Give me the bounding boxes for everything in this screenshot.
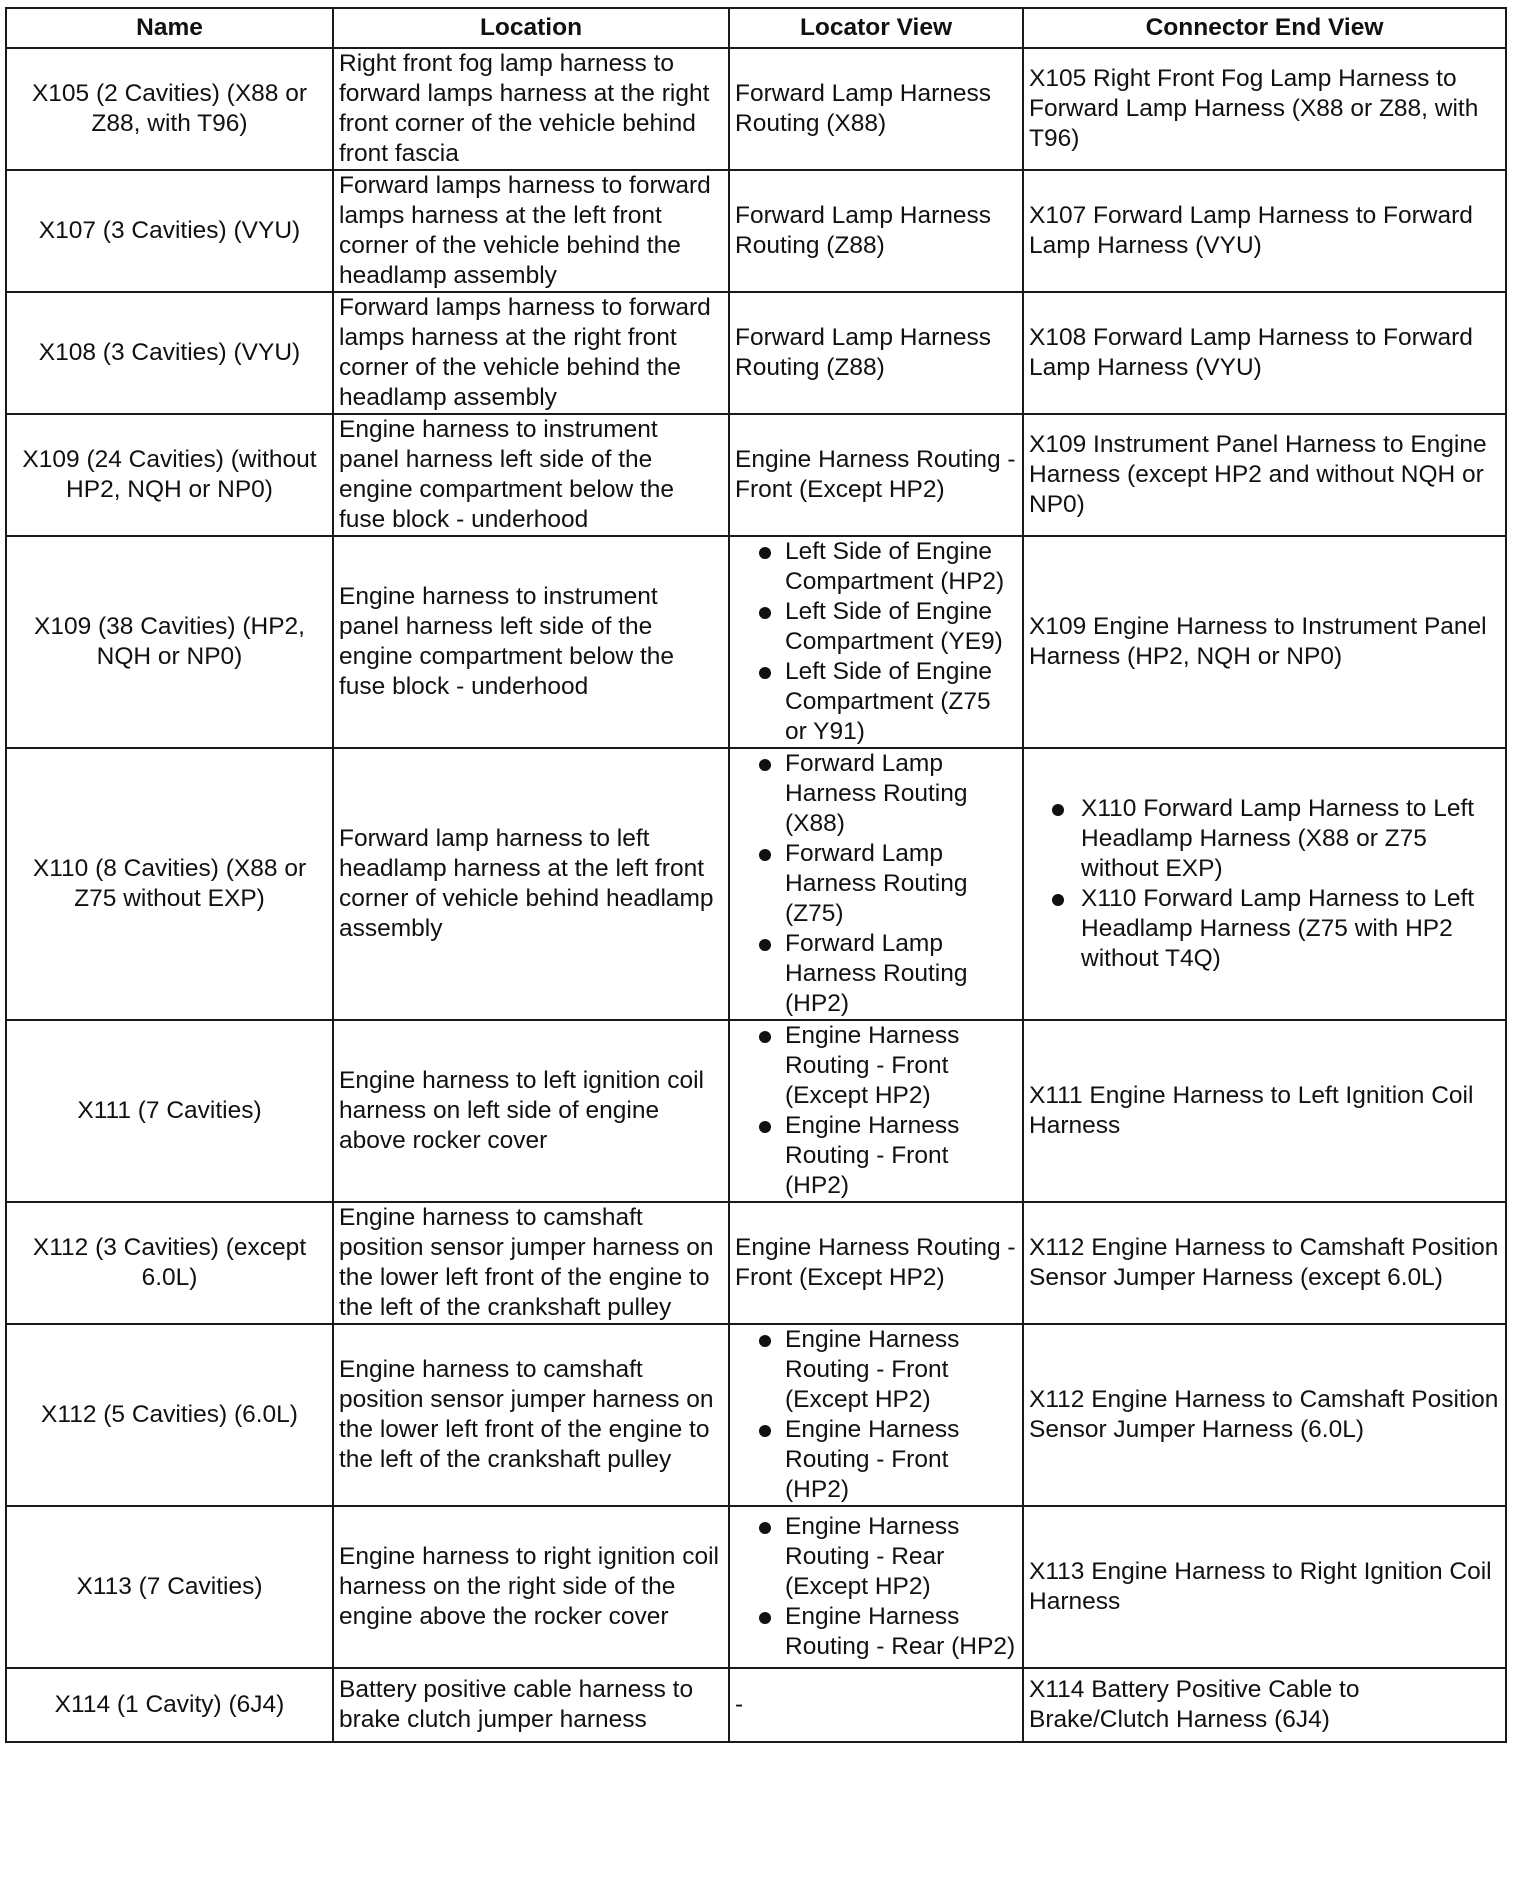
cell-location: Engine harness to camshaft position sensor jumper harness on the lower left front of the engine to the left of the crankshaft pulley bbox=[333, 1202, 729, 1324]
table-body bbox=[6, 48, 1506, 1742]
bullet-icon bbox=[759, 939, 771, 951]
cell-location: Forward lamp harness to left headlamp harness at the left front corner of vehicle behind headlamp assembly bbox=[333, 748, 729, 1020]
table-header bbox=[6, 8, 1506, 48]
header-location: Location bbox=[333, 8, 729, 48]
table-row bbox=[6, 1324, 1506, 1506]
header-name: Name bbox=[6, 8, 333, 48]
bullet-icon bbox=[759, 547, 771, 559]
cell-connector-end-view bbox=[1023, 1020, 1506, 1202]
cell-locator-view bbox=[729, 1506, 1023, 1668]
table-row bbox=[6, 1668, 1506, 1742]
bullet-item bbox=[735, 839, 1017, 929]
cell-connector-end-view-text: X112 Engine Harness to Camshaft Position Sensor Jumper Harness (except 6.0L) bbox=[1029, 1234, 1499, 1291]
cell-connector-end-view-text: X112 Engine Harness to Camshaft Position Sensor Jumper Harness (6.0L) bbox=[1029, 1386, 1499, 1443]
cell-connector-end-view-text: X109 Instrument Panel Harness to Engine Harness (except HP2 and without NQH or NP0) bbox=[1029, 431, 1487, 518]
connector-table-page bbox=[5, 7, 1505, 1743]
bullet-item bbox=[1029, 794, 1500, 884]
cell-connector-end-view bbox=[1023, 1506, 1506, 1668]
cell-location: Right front fog lamp harness to forward lamps harness at the right front corner of the vehicle behind front fascia bbox=[333, 48, 729, 170]
bullet-list bbox=[735, 537, 1017, 747]
cell-location: Battery positive cable harness to brake clutch jumper harness bbox=[333, 1668, 729, 1742]
bullet-item bbox=[735, 1021, 1017, 1111]
cell-locator-view bbox=[729, 1324, 1023, 1506]
bullet-list bbox=[735, 1512, 1017, 1662]
header-connector-end-view: Connector End View bbox=[1023, 8, 1506, 48]
bullet-text: Left Side of Engine Compartment (YE9) bbox=[785, 598, 1003, 655]
bullet-text: Engine Harness Routing - Front (HP2) bbox=[785, 1112, 960, 1199]
cell-location: Forward lamps harness to forward lamps harness at the left front corner of the vehicle behind the headlamp assembly bbox=[333, 170, 729, 292]
table-row bbox=[6, 292, 1506, 414]
bullet-text: Engine Harness Routing - Front (Except HP2) bbox=[785, 1326, 960, 1413]
cell-location: Engine harness to left ignition coil harness on left side of engine above rocker cover bbox=[333, 1020, 729, 1202]
cell-connector-end-view bbox=[1023, 414, 1506, 536]
cell-locator-view bbox=[729, 292, 1023, 414]
cell-name: X112 (3 Cavities) (except 6.0L) bbox=[6, 1202, 333, 1324]
cell-locator-view bbox=[729, 170, 1023, 292]
cell-connector-end-view bbox=[1023, 292, 1506, 414]
cell-name: X110 (8 Cavities) (X88 or Z75 without EXP) bbox=[6, 748, 333, 1020]
cell-location: Engine harness to right ignition coil harness on the right side of the engine above the rocker cover bbox=[333, 1506, 729, 1668]
bullet-text: X110 Forward Lamp Harness to Left Headlamp Harness (X88 or Z75 without EXP) bbox=[1081, 795, 1475, 882]
cell-location: Forward lamps harness to forward lamps harness at the right front corner of the vehicle behind the headlamp assembly bbox=[333, 292, 729, 414]
cell-locator-view bbox=[729, 748, 1023, 1020]
cell-connector-end-view-text: X108 Forward Lamp Harness to Forward Lamp Harness (VYU) bbox=[1029, 324, 1473, 381]
bullet-icon bbox=[759, 1121, 771, 1133]
table-row bbox=[6, 1506, 1506, 1668]
table-row bbox=[6, 170, 1506, 292]
cell-name: X108 (3 Cavities) (VYU) bbox=[6, 292, 333, 414]
table-row bbox=[6, 536, 1506, 748]
cell-locator-view bbox=[729, 48, 1023, 170]
cell-location: Engine harness to instrument panel harness left side of the engine compartment below the fuse block - underhood bbox=[333, 414, 729, 536]
connector-table bbox=[5, 7, 1507, 1743]
table-row bbox=[6, 1202, 1506, 1324]
bullet-icon bbox=[759, 607, 771, 619]
table-row bbox=[6, 48, 1506, 170]
bullet-text: Engine Harness Routing - Rear (Except HP2) bbox=[785, 1513, 960, 1600]
cell-connector-end-view bbox=[1023, 1668, 1506, 1742]
bullet-item bbox=[735, 1325, 1017, 1415]
cell-connector-end-view-text: X107 Forward Lamp Harness to Forward Lamp Harness (VYU) bbox=[1029, 202, 1473, 259]
header-row bbox=[6, 8, 1506, 48]
cell-locator-view-text: Forward Lamp Harness Routing (X88) bbox=[735, 80, 991, 137]
cell-locator-view bbox=[729, 1202, 1023, 1324]
cell-connector-end-view bbox=[1023, 1202, 1506, 1324]
bullet-list bbox=[735, 749, 1017, 1019]
bullet-text: Engine Harness Routing - Front (HP2) bbox=[785, 1416, 960, 1503]
table-row bbox=[6, 748, 1506, 1020]
cell-name: X112 (5 Cavities) (6.0L) bbox=[6, 1324, 333, 1506]
cell-connector-end-view-text: X113 Engine Harness to Right Ignition Coil Harness bbox=[1029, 1558, 1492, 1615]
bullet-icon bbox=[759, 667, 771, 679]
cell-connector-end-view bbox=[1023, 748, 1506, 1020]
cell-connector-end-view bbox=[1023, 536, 1506, 748]
table-row bbox=[6, 414, 1506, 536]
bullet-item bbox=[735, 597, 1017, 657]
cell-connector-end-view-text: X114 Battery Positive Cable to Brake/Clutch Harness (6J4) bbox=[1029, 1676, 1360, 1733]
cell-locator-view-text: Engine Harness Routing - Front (Except HP2) bbox=[735, 446, 1016, 503]
bullet-icon bbox=[759, 1425, 771, 1437]
bullet-icon bbox=[1052, 894, 1064, 906]
cell-connector-end-view-text: X111 Engine Harness to Left Ignition Coil Harness bbox=[1029, 1082, 1474, 1139]
bullet-text: Engine Harness Routing - Rear (HP2) bbox=[785, 1603, 1016, 1660]
bullet-item bbox=[735, 657, 1017, 747]
cell-connector-end-view-text: X109 Engine Harness to Instrument Panel Harness (HP2, NQH or NP0) bbox=[1029, 613, 1487, 670]
cell-locator-view-text: Forward Lamp Harness Routing (Z88) bbox=[735, 202, 991, 259]
cell-name: X113 (7 Cavities) bbox=[6, 1506, 333, 1668]
cell-locator-view bbox=[729, 1668, 1023, 1742]
bullet-item bbox=[1029, 884, 1500, 974]
bullet-text: Engine Harness Routing - Front (Except HP2) bbox=[785, 1022, 960, 1109]
bullet-icon bbox=[759, 759, 771, 771]
cell-locator-view-text: - bbox=[735, 1691, 744, 1718]
cell-name: X109 (24 Cavities) (without HP2, NQH or NP0) bbox=[6, 414, 333, 536]
bullet-icon bbox=[759, 1335, 771, 1347]
cell-location: Engine harness to camshaft position sensor jumper harness on the lower left front of the engine to the left of the crankshaft pulley bbox=[333, 1324, 729, 1506]
cell-name: X109 (38 Cavities) (HP2, NQH or NP0) bbox=[6, 536, 333, 748]
bullet-text: Forward Lamp Harness Routing (HP2) bbox=[785, 930, 968, 1017]
bullet-list bbox=[735, 1325, 1017, 1505]
bullet-icon bbox=[759, 849, 771, 861]
bullet-item bbox=[735, 749, 1017, 839]
table-row bbox=[6, 1020, 1506, 1202]
bullet-text: X110 Forward Lamp Harness to Left Headlamp Harness (Z75 with HP2 without T4Q) bbox=[1081, 885, 1475, 972]
cell-connector-end-view bbox=[1023, 170, 1506, 292]
bullet-item bbox=[735, 1111, 1017, 1201]
cell-connector-end-view bbox=[1023, 48, 1506, 170]
cell-locator-view bbox=[729, 536, 1023, 748]
cell-name: X107 (3 Cavities) (VYU) bbox=[6, 170, 333, 292]
cell-connector-end-view-text: X105 Right Front Fog Lamp Harness to Forward Lamp Harness (X88 or Z88, with T96) bbox=[1029, 65, 1479, 152]
bullet-text: Forward Lamp Harness Routing (Z75) bbox=[785, 840, 968, 927]
cell-name: X114 (1 Cavity) (6J4) bbox=[6, 1668, 333, 1742]
bullet-item bbox=[735, 1415, 1017, 1505]
bullet-item bbox=[735, 537, 1017, 597]
bullet-list bbox=[735, 1021, 1017, 1201]
bullet-icon bbox=[1052, 804, 1064, 816]
bullet-item bbox=[735, 1512, 1017, 1602]
bullet-icon bbox=[759, 1031, 771, 1043]
cell-locator-view bbox=[729, 1020, 1023, 1202]
bullet-text: Left Side of Engine Compartment (HP2) bbox=[785, 538, 1005, 595]
bullet-item bbox=[735, 929, 1017, 1019]
bullet-item bbox=[735, 1602, 1017, 1662]
cell-locator-view-text: Engine Harness Routing - Front (Except HP2) bbox=[735, 1234, 1016, 1291]
cell-locator-view bbox=[729, 414, 1023, 536]
cell-name: X105 (2 Cavities) (X88 or Z88, with T96) bbox=[6, 48, 333, 170]
cell-connector-end-view bbox=[1023, 1324, 1506, 1506]
cell-location: Engine harness to instrument panel harness left side of the engine compartment below the fuse block - underhood bbox=[333, 536, 729, 748]
cell-name: X111 (7 Cavities) bbox=[6, 1020, 333, 1202]
bullet-list bbox=[1029, 794, 1500, 974]
bullet-text: Left Side of Engine Compartment (Z75 or Y91) bbox=[785, 658, 993, 745]
bullet-icon bbox=[759, 1612, 771, 1624]
header-locator-view: Locator View bbox=[729, 8, 1023, 48]
bullet-text: Forward Lamp Harness Routing (X88) bbox=[785, 750, 968, 837]
cell-locator-view-text: Forward Lamp Harness Routing (Z88) bbox=[735, 324, 991, 381]
bullet-icon bbox=[759, 1522, 771, 1534]
